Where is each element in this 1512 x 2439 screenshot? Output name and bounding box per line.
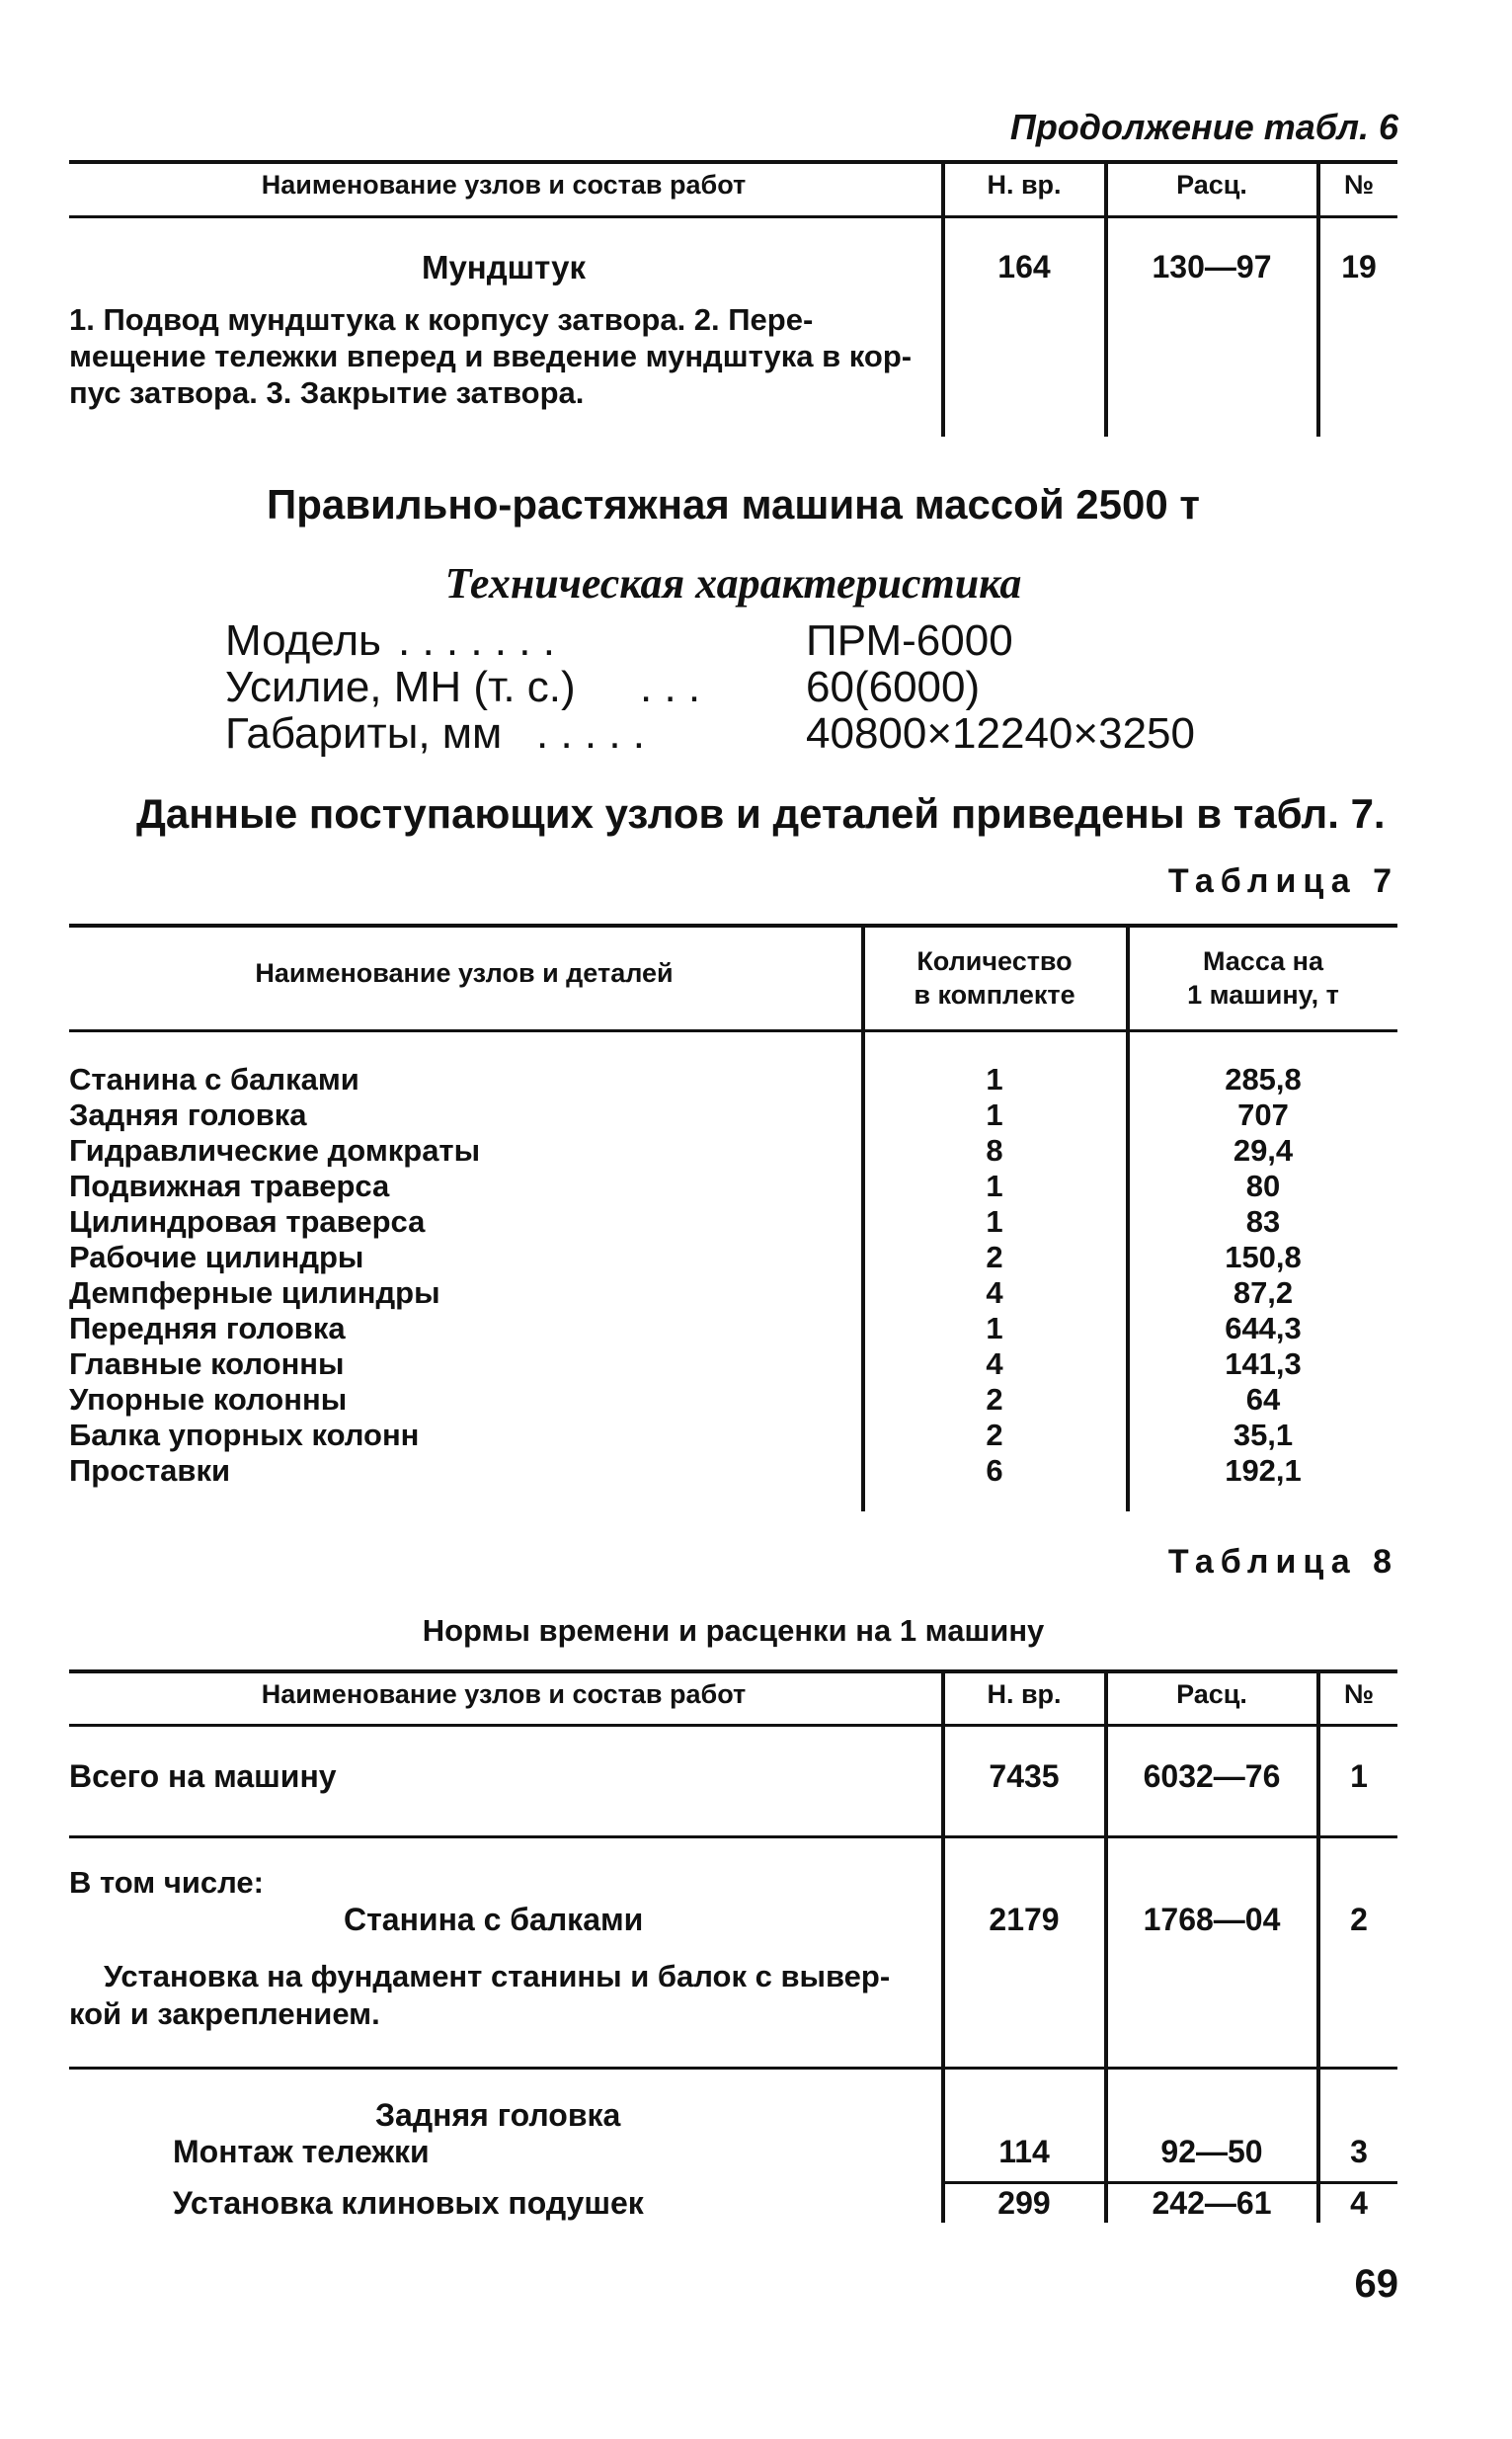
spec-label: Габариты, мм (225, 709, 503, 758)
table8-group1-rate: 1768—04 (1143, 1902, 1281, 1937)
table8-total-num: 1 (1350, 1758, 1368, 1794)
table6-divider (941, 160, 945, 437)
table7-row-mass: 87,2 (1233, 1275, 1294, 1310)
table7-row-qty: 8 (986, 1133, 1003, 1168)
table7-row-name: Балка упорных колонн (69, 1418, 420, 1452)
table8-group2-row-rate: 92—50 (1160, 2134, 1263, 2169)
table8-group2-title: Задняя головка (375, 2097, 621, 2133)
table8-row-rule (69, 1835, 1397, 1838)
table7-row-mass: 707 (1237, 1098, 1289, 1132)
spec-label: Усилие, МН (т. с.) (225, 663, 576, 711)
table8-group2-row-num: 3 (1350, 2134, 1368, 2169)
table8-group2-row-norm: 114 (998, 2134, 1050, 2169)
table6-row-num: 19 (1341, 249, 1377, 285)
table7-row-name: Передняя головка (69, 1311, 346, 1345)
table7-row-qty: 1 (986, 1169, 1003, 1203)
table8-label: Таблица 8 (1167, 1543, 1398, 1581)
table6-row-title: Мундштук (421, 249, 587, 285)
table6-header-rule (69, 215, 1397, 218)
table7-row-mass: 192,1 (1225, 1453, 1302, 1488)
table7-row-name: Цилиндровая траверса (69, 1204, 426, 1239)
table8-header-name: Наименование узлов и состав работ (261, 1679, 747, 1709)
table7-row-name: Упорные колонны (69, 1382, 348, 1417)
table7-row-qty: 2 (986, 1382, 1003, 1417)
table7-row-mass: 150,8 (1225, 1240, 1302, 1274)
table7-row-name: Рабочие цилиндры (69, 1240, 364, 1274)
spec-dots: . . . (640, 663, 701, 711)
section-subheading: Техническая характеристика (444, 559, 1022, 608)
table8-row-rule (69, 2067, 1397, 2070)
spec-row (225, 617, 1233, 664)
table7-row-qty: 4 (986, 1346, 1003, 1381)
table7-header-mass: Масса на 1 машину, т (1187, 946, 1339, 1010)
table7-row-qty: 2 (986, 1240, 1003, 1274)
spec-list (225, 617, 1233, 757)
table8-group2-row-name: Установка клиновых подушек (173, 2185, 644, 2221)
table8-group1-text: Установка на фундамент станины и балок с вывер- кой и закреплением. (69, 1959, 891, 2031)
table8-group2-row-name: Монтаж тележки (173, 2134, 430, 2169)
spec-dots: . . . . . . . (398, 616, 555, 665)
table7-row-mass: 83 (1245, 1204, 1281, 1239)
table7-name-column (69, 1062, 480, 1489)
table8-top-rule (69, 1669, 1397, 1673)
table7-row-mass: 29,4 (1233, 1133, 1294, 1168)
spec-row (225, 710, 1233, 757)
table7-row-qty: 4 (986, 1275, 1003, 1310)
table6-header-name: Наименование узлов и состав работ (261, 170, 747, 200)
table6-row-rate: 130—97 (1152, 249, 1272, 285)
spec-label: Модель (225, 616, 381, 665)
table8-header-rate: Расц. (1176, 1679, 1247, 1709)
table8-total-name: Всего на машину (69, 1758, 337, 1794)
table8-title: Нормы времени и расценки на 1 машину (422, 1613, 1045, 1648)
table8-group1-num: 2 (1350, 1902, 1368, 1937)
table7-row-qty: 1 (986, 1204, 1003, 1239)
table8-header-rule (69, 1724, 1397, 1727)
table7-label: Таблица 7 (1167, 862, 1398, 900)
table8-group2-row-rate: 242—61 (1152, 2185, 1272, 2221)
table7-mass-column (1130, 1062, 1396, 1489)
table7-row-mass: 80 (1245, 1169, 1281, 1203)
table7-row-name: Подвижная траверса (69, 1169, 390, 1203)
table7-row-name: Проставки (69, 1453, 231, 1488)
table7-header-name: Наименование узлов и деталей (255, 958, 674, 988)
continuation-note: Продолжение табл. 6 (1009, 107, 1398, 147)
table8-group2-row-num: 4 (1350, 2185, 1368, 2221)
table7-qty-column (865, 1062, 1124, 1489)
table8-total-norm: 7435 (989, 1758, 1060, 1794)
table6-row-norm: 164 (997, 249, 1051, 285)
spec-value: 40800×12240×3250 (806, 709, 1195, 758)
spec-row (225, 664, 1233, 710)
table7-row-name: Главные колонны (69, 1346, 345, 1381)
table6-row-text: 1. Подвод мундштука к корпусу затвора. 2. Пере- мещение тележки вперед и введение мундштука в кор- пус затвора. 3. Закрытие затвора. (69, 302, 913, 410)
table7-row-mass: 644,3 (1225, 1311, 1302, 1345)
page-number: 69 (1354, 2262, 1398, 2306)
table6-header-rate: Расц. (1176, 170, 1247, 200)
table6-divider (1104, 160, 1108, 437)
table7-header-qty: Количество в комплекте (914, 946, 1075, 1010)
table7-row-qty: 1 (986, 1311, 1003, 1345)
table8-including-label: В том числе: (69, 1865, 264, 1900)
table8-group1-title: Станина с балками (344, 1902, 644, 1937)
table8-header-num: № (1343, 1679, 1375, 1709)
spec-dots: . . . . . (536, 709, 646, 758)
table7-row-mass: 285,8 (1225, 1062, 1302, 1097)
spec-value: 60(6000) (806, 663, 981, 711)
spec-value: ПРМ-6000 (806, 616, 1013, 665)
section-intro: Данные поступающих узлов и деталей приведены в табл. 7. (136, 790, 1386, 837)
table7-row-mass: 64 (1245, 1382, 1281, 1417)
table7-row-name: Гидравлические домкраты (69, 1133, 481, 1168)
table7-header-rule (69, 1029, 1397, 1032)
table7-row-name: Задняя головка (69, 1098, 307, 1132)
table8-header-norm: Н. вр. (987, 1679, 1062, 1709)
table8-group1-norm: 2179 (989, 1902, 1060, 1937)
table7-top-rule (69, 924, 1397, 928)
table7-row-mass: 35,1 (1233, 1418, 1294, 1452)
table7-row-mass: 141,3 (1225, 1346, 1302, 1381)
table6-top-rule (69, 160, 1397, 164)
table6-divider (1316, 160, 1320, 437)
section-heading: Правильно-растяжная машина массой 2500 т (267, 481, 1200, 528)
table7-row-qty: 2 (986, 1418, 1003, 1452)
table7-row-qty: 6 (986, 1453, 1003, 1488)
table7-row-name: Станина с балками (69, 1062, 359, 1097)
table8-group2-row-norm: 299 (997, 2185, 1051, 2221)
table7-row-name: Демпферные цилиндры (69, 1275, 440, 1310)
table6-header-norm: Н. вр. (987, 170, 1062, 200)
table6-header-num: № (1343, 170, 1375, 200)
table7-row-qty: 1 (986, 1098, 1003, 1132)
table7-row-qty: 1 (986, 1062, 1003, 1097)
table8-subrow-rule (941, 2181, 1397, 2184)
table8-total-rate: 6032—76 (1143, 1758, 1281, 1794)
